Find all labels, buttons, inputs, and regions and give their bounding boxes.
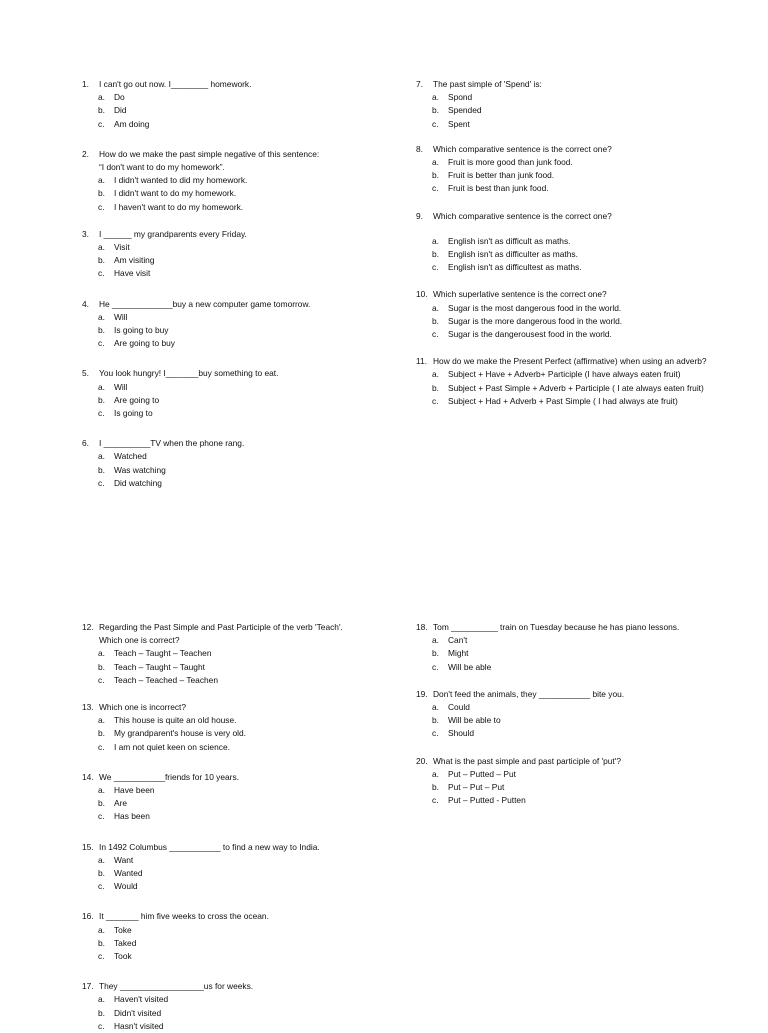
answer-option[interactable]: a. Fruit is more good than junk food. <box>432 157 573 168</box>
question-16 <box>82 910 374 963</box>
answer-option[interactable]: b. Wanted <box>98 868 143 879</box>
answer-option[interactable]: b. Teach – Taught – Taught <box>98 661 205 672</box>
answer-option[interactable]: c. Did watching <box>98 477 162 488</box>
question-17 <box>82 980 374 1033</box>
question-text: In 1492 Columbus ___________ to find a new way to India. <box>99 841 320 852</box>
question-number: 8. <box>416 143 423 154</box>
answer-option[interactable]: a. Toke <box>98 924 132 935</box>
question-7 <box>416 78 708 131</box>
answer-option[interactable]: a. Watched <box>98 451 147 462</box>
question-2 <box>82 148 374 214</box>
question-14 <box>82 771 374 824</box>
question-number: 17. <box>82 981 94 992</box>
answer-option[interactable]: b. My grandparent's house is very old. <box>98 728 246 739</box>
question-number: 15. <box>82 841 94 852</box>
answer-option[interactable]: a. Visit <box>98 242 130 253</box>
question-text: They __________________us for weeks. <box>99 981 254 992</box>
question-12 <box>82 621 374 687</box>
answer-option[interactable]: c. Is going to <box>98 408 153 419</box>
question-6 <box>82 437 374 490</box>
question-text: Which one is incorrect? <box>99 702 187 713</box>
answer-option[interactable]: c. Hasn't visited <box>98 1020 164 1031</box>
question-19 <box>416 688 708 741</box>
question-number: 6. <box>82 438 89 449</box>
answer-option[interactable]: a. Haven't visited <box>98 994 169 1005</box>
question-text: He _____________buy a new computer game tomorrow. <box>99 298 311 309</box>
question-number: 3. <box>82 228 89 239</box>
question-number: 12. <box>82 622 94 632</box>
question-text: I can't go out now. I________ homework. <box>99 79 252 89</box>
answer-option[interactable]: c. Am doing <box>98 118 150 129</box>
answer-option[interactable]: a. Teach – Taught – Teachen <box>98 648 212 659</box>
answer-option[interactable]: a. Spond <box>432 92 473 103</box>
question-8 <box>416 143 708 196</box>
question-11 <box>416 355 708 408</box>
answer-option[interactable]: c. Put – Putted - Putten <box>432 795 526 806</box>
answer-option[interactable]: c. Will be able <box>432 661 492 672</box>
answer-option[interactable]: c. Are going to buy <box>98 338 175 349</box>
question-number: 16. <box>82 911 94 922</box>
question-20 <box>416 755 708 808</box>
question-text: I __________TV when the phone rang. <box>99 438 245 449</box>
question-text-line-2: Which one is correct? <box>99 635 180 646</box>
answer-option[interactable]: c. Sugar is the dangerousest food in the world. <box>432 329 612 340</box>
question-number: 7. <box>416 79 423 89</box>
question-number: 10. <box>416 289 428 300</box>
answer-option[interactable]: c. Has been <box>98 811 150 822</box>
answer-option[interactable]: a. I didn't wanted to did my homework. <box>98 175 248 186</box>
page1-left-column <box>82 78 374 490</box>
question-number: 2. <box>82 148 89 159</box>
question-number: 13. <box>82 702 94 713</box>
question-text: I ______ my grandparents every Friday. <box>99 228 247 239</box>
answer-option[interactable]: c. Took <box>98 951 132 962</box>
question-4 <box>82 298 374 351</box>
answer-option[interactable]: b. Put – Put – Put <box>432 782 505 793</box>
answer-option[interactable]: c. Would <box>98 881 138 892</box>
answer-option[interactable]: a. Will <box>98 311 128 322</box>
page2-right-column <box>416 621 708 807</box>
page2-left-column <box>82 621 374 1033</box>
question-3 <box>82 228 374 281</box>
question-text: Which superlative sentence is the correct one? <box>433 289 607 300</box>
answer-option[interactable]: c. I am not quiet keen on science. <box>98 741 230 752</box>
question-number: 11. <box>416 356 428 367</box>
answer-option[interactable]: b. I didn't want to do my homework. <box>98 188 237 199</box>
question-text: Which comparative sentence is the correct one? <box>433 143 612 154</box>
question-text: Regarding the Past Simple and Past Participle of the verb 'Teach'. <box>99 622 343 632</box>
answer-option[interactable]: c. Spent <box>432 118 470 129</box>
question-text: You look hungry! I_______buy something to eat. <box>99 368 279 379</box>
answer-option[interactable]: b. Spended <box>432 105 482 116</box>
answer-option[interactable]: a. Do <box>98 92 125 103</box>
question-number: 20. <box>416 755 428 766</box>
question-text: What is the past simple and past participle of 'put'? <box>433 755 622 766</box>
question-number: 1. <box>82 79 89 89</box>
answer-option[interactable]: a. Want <box>98 854 134 865</box>
answer-option[interactable]: a. Have been <box>98 785 155 796</box>
answer-option[interactable]: b. Will be able to <box>432 715 501 726</box>
question-text-line-2: “I don't want to do my homework”. <box>99 162 225 173</box>
question-text: We ___________friends for 10 years. <box>99 771 239 782</box>
answer-option[interactable]: c. Should <box>432 728 475 739</box>
question-number: 14. <box>82 771 94 782</box>
answer-option[interactable]: b. Might <box>432 648 469 659</box>
answer-option[interactable]: b. English isn't as difficulter as maths. <box>432 249 578 260</box>
answer-option[interactable]: c. Fruit is best than junk food. <box>432 183 549 194</box>
answer-option[interactable]: b. Subject + Past Simple + Adverb + Participle ( I ate always eaten fruit) <box>432 382 704 393</box>
page1-right-column <box>416 78 708 408</box>
answer-option[interactable]: b. Is going to buy <box>98 325 169 336</box>
answer-option[interactable]: c. Teach – Teached – Teachen <box>98 674 218 685</box>
answer-option[interactable]: a. Sugar is the most dangerous food in the world. <box>432 302 622 313</box>
answer-option[interactable]: b. Are going to <box>98 394 160 405</box>
answer-option[interactable]: b. Was watching <box>98 464 166 475</box>
question-text: The past simple of 'Spend' is: <box>433 79 542 89</box>
question-1 <box>82 78 374 131</box>
answer-option[interactable]: a. Will <box>98 381 128 392</box>
question-text: Don't feed the animals, they ___________ bite you. <box>433 688 625 699</box>
answer-option[interactable]: a. This house is quite an old house. <box>98 715 237 726</box>
question-10 <box>416 288 708 341</box>
question-number: 5. <box>82 368 89 379</box>
answer-option[interactable]: a. Subject + Have + Adverb+ Participle (I have always eaten fruit) <box>432 369 681 380</box>
answer-option[interactable]: c. Subject + Had + Adverb + Past Simple ( I had always ate fruit) <box>432 395 678 406</box>
answer-option[interactable]: b. Am visiting <box>98 255 155 266</box>
question-number: 18. <box>416 622 428 632</box>
question-9 <box>416 210 708 275</box>
answer-option[interactable]: a. English isn't as difficult as maths. <box>432 235 571 246</box>
answer-option[interactable]: c. English isn't as difficultest as maths. <box>432 262 582 273</box>
question-text: How do we make the past simple negative of this sentence: <box>99 148 320 159</box>
question-18 <box>416 621 708 674</box>
answer-option[interactable]: a. Could <box>432 702 470 713</box>
question-15 <box>82 841 374 894</box>
answer-option[interactable]: a. Can't <box>432 635 468 646</box>
answer-option[interactable]: c. I haven't want to do my homework. <box>98 201 244 212</box>
answer-option[interactable]: b. Didn't visited <box>98 1007 162 1018</box>
question-text: It _______ him five weeks to cross the ocean. <box>99 911 269 922</box>
question-5 <box>82 367 374 420</box>
question-number: 9. <box>416 210 423 221</box>
question-number: 19. <box>416 688 428 699</box>
answer-option[interactable]: a. Put – Putted – Put <box>432 768 516 779</box>
answer-option[interactable]: b. Are <box>98 798 128 809</box>
answer-option[interactable]: b. Taked <box>98 937 137 948</box>
question-text: Which comparative sentence is the correct one? <box>433 210 612 221</box>
answer-option[interactable]: b. Did <box>98 105 127 116</box>
answer-option[interactable]: b. Fruit is better than junk food. <box>432 170 555 181</box>
question-13 <box>82 701 374 754</box>
question-number: 4. <box>82 298 89 309</box>
answer-option[interactable]: b. Sugar is the more dangerous food in the world. <box>432 315 623 326</box>
answer-option[interactable]: c. Have visit <box>98 268 151 279</box>
question-text: Tom __________ train on Tuesday because he has piano lessons. <box>433 622 680 632</box>
question-text: How do we make the Present Perfect (affirmative) when using an adverb? <box>433 356 707 367</box>
